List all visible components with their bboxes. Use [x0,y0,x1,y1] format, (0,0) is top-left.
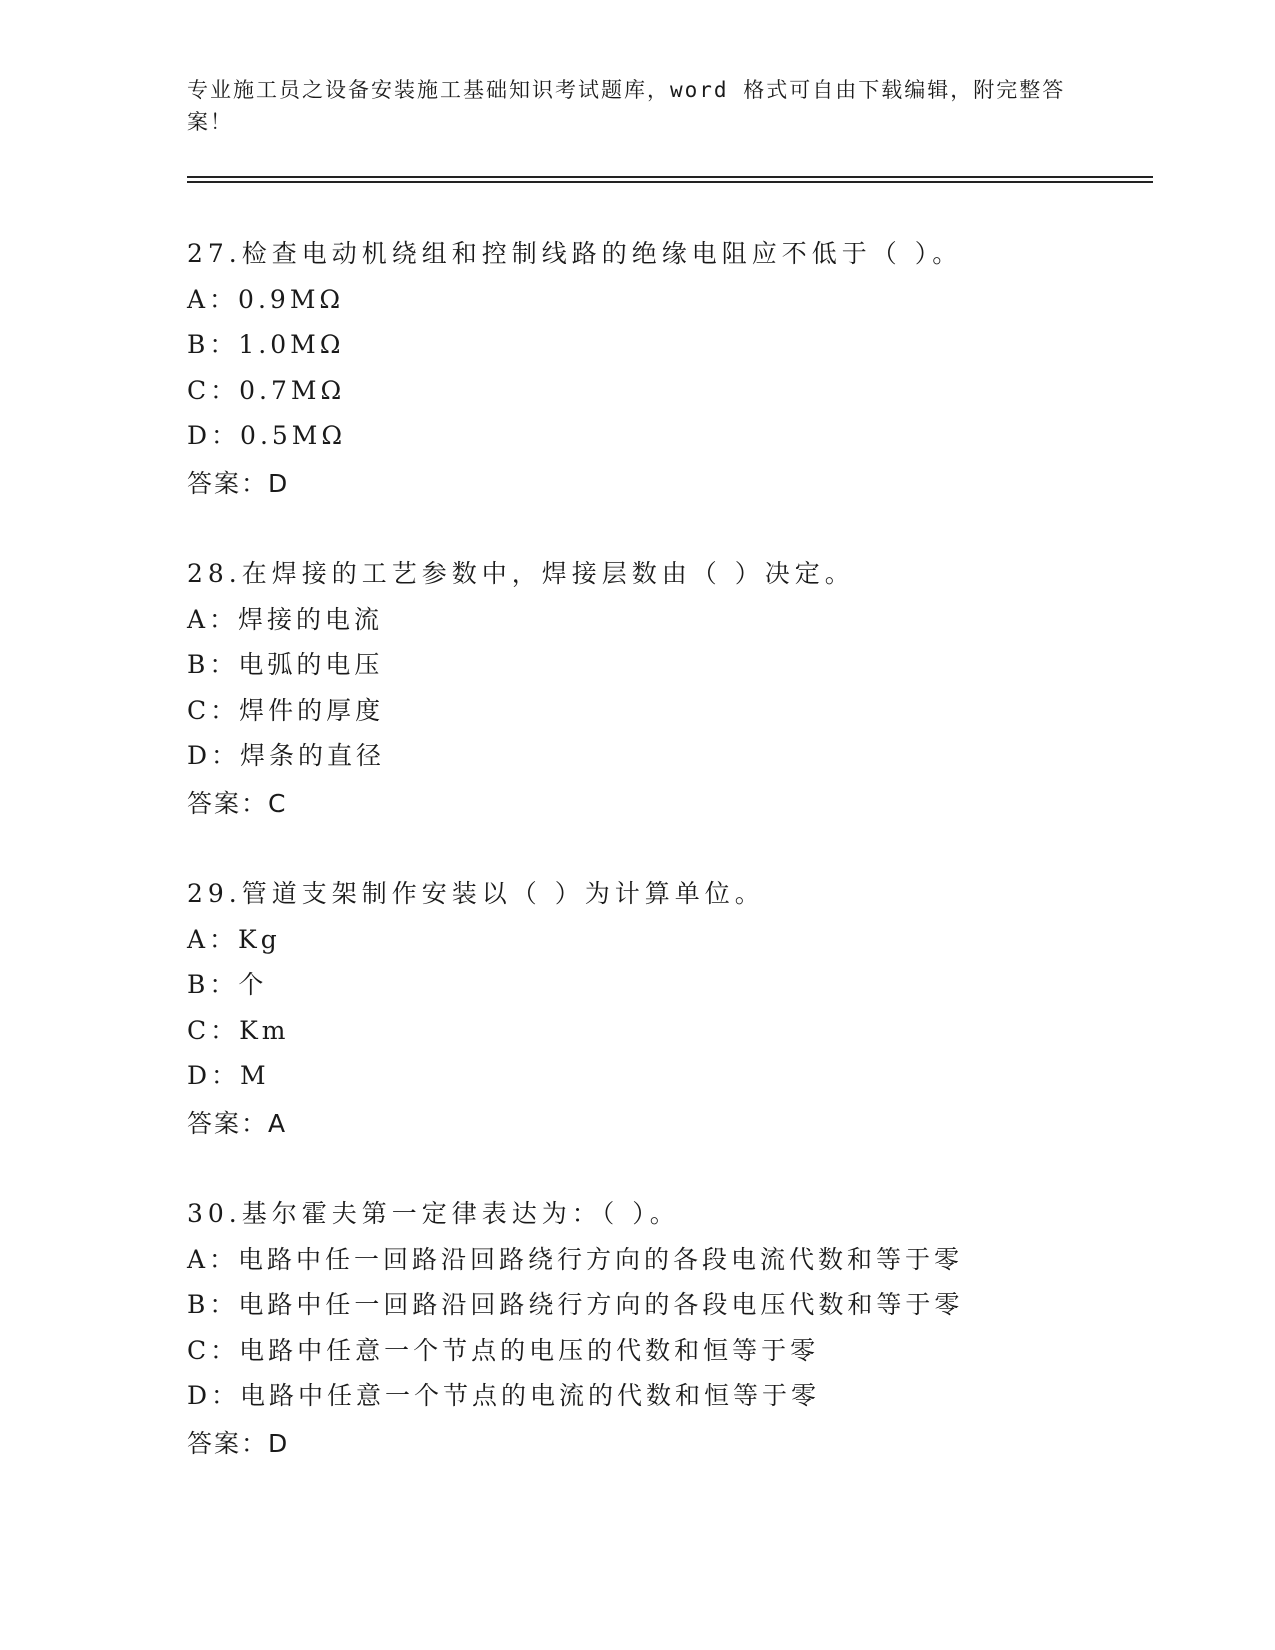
option-c: C：电路中任意一个节点的电压的代数和恒等于零 [187,1335,820,1365]
header-divider-top [187,176,1153,178]
option-b: B：电路中任一回路沿回路绕行方向的各段电压代数和等于零 [187,1290,964,1319]
option-b: B：电弧的电压 [187,650,384,679]
option-c: C：焊件的厚度 [187,695,385,725]
question-27 [187,231,1167,506]
option-d: D：M [187,1061,270,1090]
question-30 [187,1191,1167,1466]
option-a: A：Kg [187,924,281,954]
option-a: A：焊接的电流 [187,604,384,634]
answer: 答案：D [187,468,290,498]
option-b: B：个 [187,970,268,999]
option-d: D：0.5MΩ [187,421,347,450]
question-title: 30.基尔霍夫第一定律表达为：（ ）。 [187,1199,680,1228]
header-divider-bottom [187,181,1153,183]
question-29 [187,871,1167,1146]
question-title: 27.检查电动机绕组和控制线路的绝缘电阻应不低于（ ）。 [187,239,963,268]
option-d: D：电路中任意一个节点的电流的代数和恒等于零 [187,1381,821,1410]
answer: 答案：D [187,1428,290,1458]
answer: 答案：A [187,1108,288,1138]
option-d: D：焊条的直径 [187,741,386,770]
option-c: C：0.7MΩ [187,375,346,405]
option-b: B：1.0MΩ [187,330,345,359]
option-a: A：0.9MΩ [187,284,345,314]
option-c: C：Km [187,1015,290,1045]
option-a: A：电路中任一回路沿回路绕行方向的各段电流代数和等于零 [187,1244,964,1274]
answer: 答案：C [187,788,288,818]
question-title: 29.管道支架制作安装以（ ）为计算单位。 [187,879,765,908]
question-28 [187,551,1167,826]
document-intro: 专业施工员之设备安装施工基础知识考试题库，word 格式可自由下载编辑，附完整答案！ [187,78,1066,134]
question-title: 28.在焊接的工艺参数中，焊接层数由（ ）决定。 [187,559,855,588]
